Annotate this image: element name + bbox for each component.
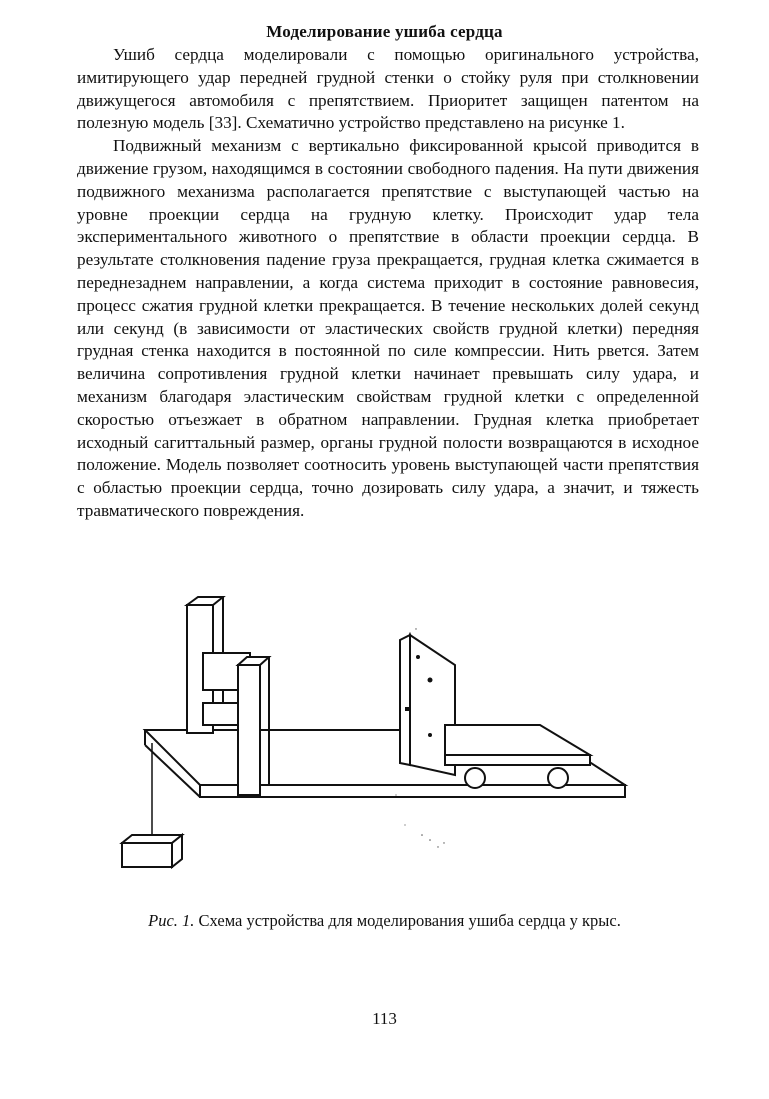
figure-caption-text: Схема устройства для моделирования ушиба сердца у крыс.	[198, 911, 621, 930]
moving-carriage	[445, 725, 590, 788]
rear-stand	[187, 597, 269, 795]
figure-caption	[0, 911, 769, 931]
figure-caption-label: Рис. 1.	[148, 911, 195, 930]
section-title: Моделирование ушиба сердца	[266, 22, 503, 41]
paragraph-2: Подвижный механизм с вертикально фиксированной крысой приводится в движение грузом, находящимся в состоянии свободного падения. На пути движения подвижного механизма располагается препятствие с выступающей частью на уровне проекции сердца на грудную клетку. Происходит удар тела экспериментального животного о препятствие в области проекции сердца. В результате столкновения падение груза прекращается, грудная клетка сжимается в переднезаднем направлении, а когда система приходит в состояние равновесия, процесс сжатия грудной клетки прекращается. В течение нескольких долей секунд или секунд (в зависимости от эластических свойств грудной клетки) передняя грудная стенка находится в постоянной по силе компрессии. Нить рвется. Затем величина сопротивления грудной клетки начинает превышать силу удара, и механизм благодаря эластическим свойствам грудной клетки с определенной скоростью отъезжает в обратном направлении. Грудная клетка приобретает исходный сагиттальный размер, органы грудной полости возвращаются в исходное положение. Модель позволяет соотносить уровень выступающей части препятствия с областью проекции сердца, точно дозировать силу удара, а значит, и тяжесть травматического повреждения.	[77, 136, 699, 520]
device-schematic-drawing	[100, 585, 660, 905]
body-text	[77, 44, 699, 523]
paragraph-1: Ушиб сердца моделировали с помощью оригинального устройства, имитирующего удар передней грудной стенки о стойку руля при столкновении движущегося автомобиля с препятствием. Приоритет защищен патентом на полезную модель [33]. Схематично устройство представлено на рисунке 1.	[77, 45, 699, 133]
thread-and-weight	[122, 743, 182, 867]
device-schematic-figure	[100, 585, 660, 905]
page-number: 113	[372, 1009, 397, 1028]
